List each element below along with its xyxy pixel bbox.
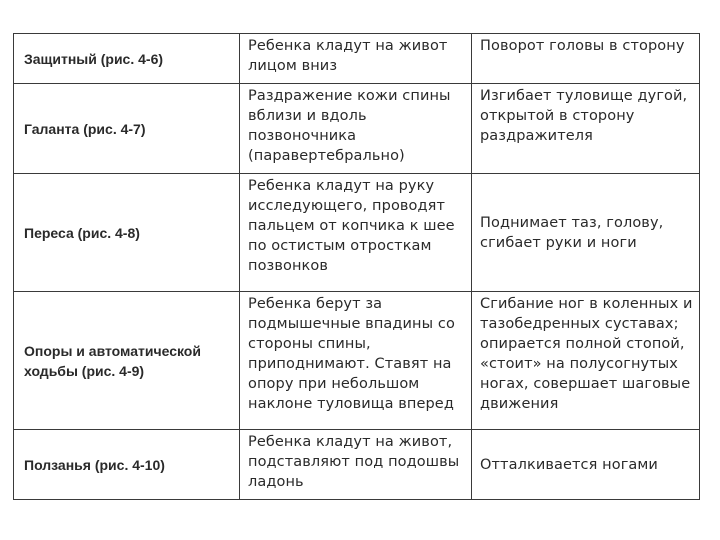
- reflex-method: Раздражение кожи спины вблизи и вдоль позвоночника (паравертебрально): [240, 84, 472, 174]
- reflex-response: Изгибает туловище дугой, открытой в сторону раздражителя: [472, 84, 700, 174]
- reflex-method: Ребенка кладут на живот, подставляют под подошвы ладонь: [240, 430, 472, 500]
- table-row: [14, 174, 700, 292]
- reflex-name: Ползанья (рис. 4-10): [14, 430, 240, 500]
- table-row: [14, 84, 700, 174]
- reflex-name: Опоры и автоматической ходьбы (рис. 4-9): [14, 292, 240, 430]
- reflex-name: Галанта (рис. 4-7): [14, 84, 240, 174]
- table-row: [14, 292, 700, 430]
- reflex-response: Сгибание ног в коленных и тазобедренных суставах; опирается полной стопой, «стоит» на полусогнутых ногах, совершает шаговые движения: [472, 292, 700, 430]
- reflex-method: Ребенка берут за подмышечные впадины со стороны спины, приподнимают. Ставят на опору при небольшом наклоне туловища вперед: [240, 292, 472, 430]
- reflex-method: Ребенка кладут на живот лицом вниз: [240, 34, 472, 84]
- reflex-response: Отталкивается ногами: [472, 430, 700, 500]
- reflex-response: Поворот головы в сторону: [472, 34, 700, 84]
- table-row: [14, 34, 700, 84]
- reflex-name: Переса (рис. 4-8): [14, 174, 240, 292]
- table-row: [14, 430, 700, 500]
- reflex-name: Защитный (рис. 4-6): [14, 34, 240, 84]
- reflex-method: Ребенка кладут на руку исследующего, проводят пальцем от копчика к шее по остистым отросткам позвонков: [240, 174, 472, 292]
- reflex-table: [13, 33, 700, 500]
- reflex-response: Поднимает таз, голову, сгибает руки и ноги: [472, 174, 700, 292]
